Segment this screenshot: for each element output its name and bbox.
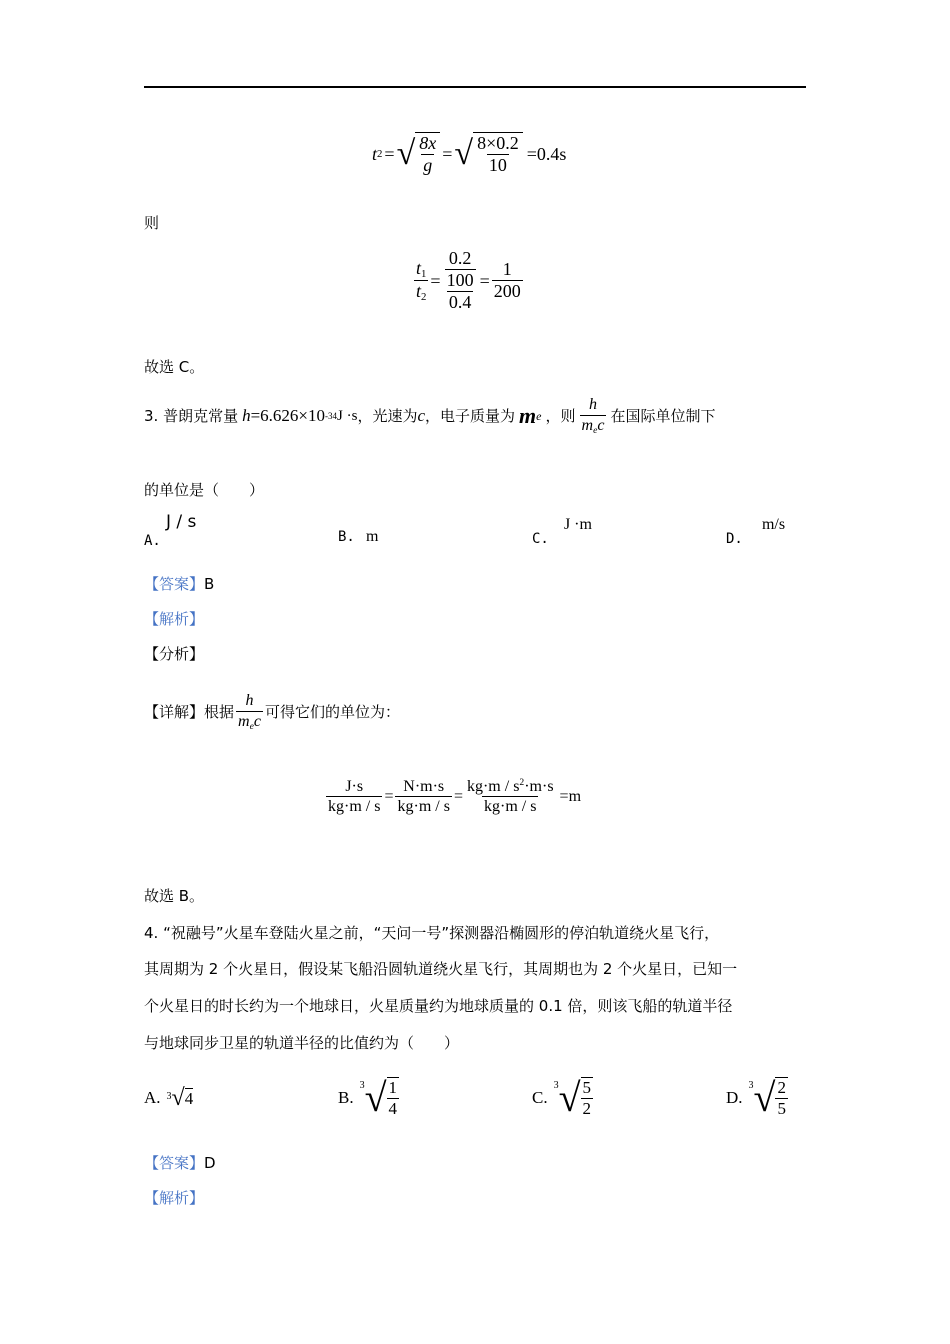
q3-stem-line1: 3. 普朗克常量 h =6.626×10 -34 J ·s ，光速为 c ，电子质量为 m e ，则 $\frac{h}{m_ec}$ 在国际单位制下	[144, 396, 716, 436]
q3-choose: 故选 B。	[144, 887, 205, 905]
t2-equation: t 2 = √ $\frac{8x}{g}$ = √ $\frac{8\times 0.2}{10}$ =0.4s	[372, 132, 567, 175]
sqrt-8x-over-g: √ $\frac{8x}{g}$	[397, 132, 441, 176]
unit-equation: $\frac{J\cdot s}{kg\cdot m / s}$ = $\frac{N\cdot m\cdot s}{kg\cdot m / s}$ = $\frac{kg\cdot m / s^2\cdot m\cdot s}{kg\cdot m / s}$ =m	[328, 777, 582, 816]
q3-jiexi: 【解析】	[144, 610, 205, 628]
q3-option-c[interactable]: C. J ·m	[532, 516, 592, 547]
q4-line-4: 与地球同步卫星的轨道半径的比值约为（ ）	[144, 1034, 460, 1052]
q4-line-2: 其周期为 2 个火星日，假设某飞船沿圆轨道绕火星飞行，其周期也为 2 个火星日，已知一	[144, 960, 738, 978]
q3-detail: 【详解】 根据 $\frac{h}{m_ec}$ 可得它们的单位为：	[144, 692, 400, 732]
q3-stem-line2: 的单位是（ ）	[144, 481, 265, 499]
choose-c-text: 故选 C。	[144, 358, 205, 376]
q4-line-3: 个火星日的时长约为一个地球日，火星质量约为地球质量的 0.1 倍，则该飞船的轨道半径	[144, 997, 733, 1015]
q4-answer: 【答案】D	[144, 1154, 216, 1172]
q3-answer: 【答案】B	[144, 575, 215, 593]
header-rule	[144, 86, 806, 88]
q3-fenxi: 【分析】	[144, 645, 205, 663]
sqrt-numeric: √ $\frac{8\times 0.2}{10}$	[454, 132, 522, 176]
q4-option-b[interactable]: B. 3 √ $\frac{1}{4}$	[338, 1075, 398, 1120]
q3-option-d[interactable]: D. m/s	[726, 516, 786, 547]
q3-option-a[interactable]: A. J / s	[144, 512, 197, 549]
q4-jiexi: 【解析】	[144, 1189, 205, 1207]
q4-option-c[interactable]: C. 3 √ $\frac{5}{2}$	[532, 1075, 592, 1120]
q4-option-a[interactable]: A. 3 √ 4	[144, 1084, 194, 1111]
q4-line-1: 4. “祝融号”火星车登陆火星之前，“天问一号”探测器沿椭圆形的停泊轨道绕火星飞行，	[144, 924, 720, 942]
ratio-equation: $\frac{t_1}{t_2}$ = $\frac{\frac{0.2}{100}}{0.4}$ = $\frac{1}{200}$	[416, 248, 521, 313]
q4-option-d[interactable]: D. 3 √ $\frac{2}{5}$	[726, 1075, 786, 1120]
ze-label: 则	[144, 214, 160, 232]
q3-option-b[interactable]: B. m	[338, 528, 379, 545]
